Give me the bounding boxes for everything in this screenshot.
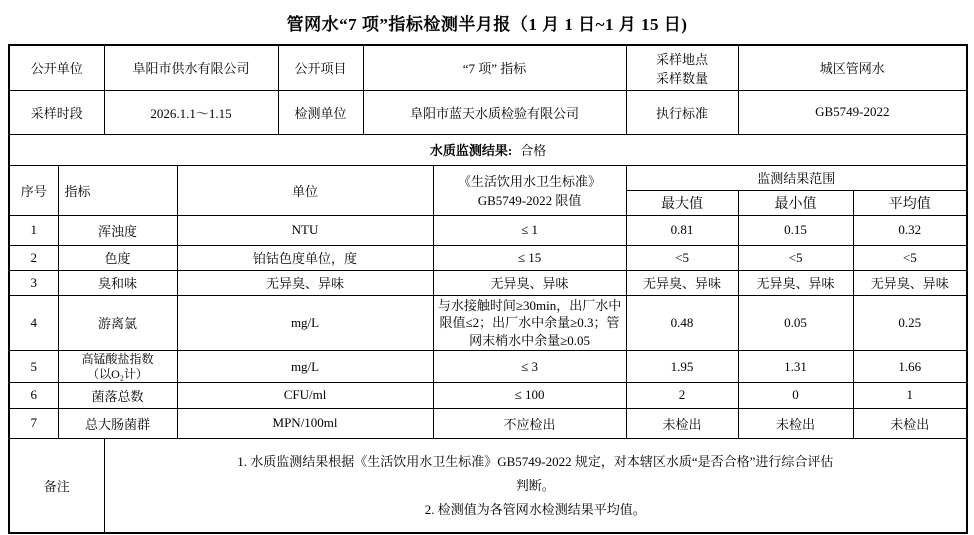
row-max: 0.81 xyxy=(626,215,738,245)
row-limit: 与水接触时间≥30min，出厂水中限值≤2；出厂水中余量≥0.3；管网末梢水中余量≥0.05 xyxy=(433,295,626,351)
row-avg: 未检出 xyxy=(853,408,967,438)
standard-label: 执行标准 xyxy=(626,90,738,134)
remark-line-1: 1. 水质监测结果根据《生活饮用水卫生标准》GB5749-2022 规定，对本辖区水质“是否合格”进行综合评估 xyxy=(237,453,834,469)
sample-period-value: 2026.1.1～1.15 xyxy=(104,90,278,134)
row-min: 0.05 xyxy=(738,295,853,351)
row-avg: 1 xyxy=(853,382,967,408)
report-table xyxy=(8,44,968,534)
row-unit: mg/L xyxy=(177,295,433,351)
row-indicator xyxy=(58,351,177,383)
info-row-2 xyxy=(9,90,967,134)
table-header-row-1 xyxy=(9,165,967,190)
row-indicator-line1: 高锰酸盐指数 xyxy=(81,352,154,367)
info-row-1 xyxy=(9,45,967,90)
row-no: 2 xyxy=(9,245,58,270)
result-label: 水质监测结果: xyxy=(429,143,513,158)
row-avg: <5 xyxy=(853,245,967,270)
row-avg: 无异臭、异味 xyxy=(853,270,967,295)
table-row xyxy=(9,215,967,245)
sample-site-label-line1: 采样地点 xyxy=(656,51,709,67)
row-limit: 无异臭、异味 xyxy=(433,270,626,295)
test-unit-label: 检测单位 xyxy=(278,90,363,134)
col-header-no: 序号 xyxy=(9,165,58,215)
sample-period-label: 采样时段 xyxy=(9,90,104,134)
row-min: 0 xyxy=(738,382,853,408)
row-limit: ≤ 15 xyxy=(433,245,626,270)
col-header-unit: 单位 xyxy=(177,165,433,215)
row-max: 2 xyxy=(626,382,738,408)
table-row xyxy=(9,408,967,438)
table-row xyxy=(9,270,967,295)
row-limit: ≤ 3 xyxy=(433,351,626,383)
col-header-limit-line1: 《生活饮用水卫生标准》 xyxy=(458,174,602,189)
row-max: 1.95 xyxy=(626,351,738,383)
col-header-range: 监测结果范围 xyxy=(626,165,967,190)
result-value: 合格 xyxy=(520,143,547,158)
row-indicator: 菌落总数 xyxy=(58,382,177,408)
row-avg: 0.25 xyxy=(853,295,967,351)
row-no: 6 xyxy=(9,382,58,408)
col-header-limit-line2: GB5749-2022 限值 xyxy=(477,193,582,208)
row-unit: mg/L xyxy=(177,351,433,383)
row-unit: 无异臭、异味 xyxy=(177,270,433,295)
sample-site-label xyxy=(626,45,738,90)
row-limit: 不应检出 xyxy=(433,408,626,438)
row-no: 3 xyxy=(9,270,58,295)
table-row xyxy=(9,351,967,383)
publish-item-value: “7 项” 指标 xyxy=(363,45,626,90)
row-min: <5 xyxy=(738,245,853,270)
row-limit: ≤ 1 xyxy=(433,215,626,245)
row-indicator-line2: （以O₂计） xyxy=(87,366,148,381)
test-unit-value: 阜阳市蓝天水质检验有限公司 xyxy=(363,90,626,134)
page-title: 管网水“7 项”指标检测半月报（1 月 1 日~1 月 15 日) xyxy=(286,14,688,34)
table-row xyxy=(9,295,967,351)
row-unit: MPN/100ml xyxy=(177,408,433,438)
row-min: 0.15 xyxy=(738,215,853,245)
row-no: 7 xyxy=(9,408,58,438)
row-indicator: 浑浊度 xyxy=(58,215,177,245)
col-header-limit xyxy=(433,165,626,215)
row-no: 5 xyxy=(9,351,58,383)
row-min: 未检出 xyxy=(738,408,853,438)
publish-unit-label: 公开单位 xyxy=(9,45,104,90)
remark-label: 备注 xyxy=(9,438,104,533)
row-max: 未检出 xyxy=(626,408,738,438)
row-indicator: 色度 xyxy=(58,245,177,270)
result-row xyxy=(9,134,967,165)
remark-line-3: 2. 检测值为各管网水检测结果平均值。 xyxy=(424,501,646,517)
row-max: 无异臭、异味 xyxy=(626,270,738,295)
row-limit: ≤ 100 xyxy=(433,382,626,408)
table-row xyxy=(9,382,967,408)
row-no: 1 xyxy=(9,215,58,245)
water-quality-result xyxy=(9,134,967,165)
row-indicator: 臭和味 xyxy=(58,270,177,295)
row-indicator: 总大肠菌群 xyxy=(58,408,177,438)
row-no: 4 xyxy=(9,295,58,351)
sample-site-label-line2: 采样数量 xyxy=(656,70,709,86)
standard-value: GB5749-2022 xyxy=(738,90,967,134)
row-min: 无异臭、异味 xyxy=(738,270,853,295)
publish-unit-value: 阜阳市供水有限公司 xyxy=(104,45,278,90)
remark-row xyxy=(9,438,967,533)
remark-content xyxy=(104,438,967,533)
sample-site-value: 城区管网水 xyxy=(738,45,967,90)
row-avg: 1.66 xyxy=(853,351,967,383)
row-max: 0.48 xyxy=(626,295,738,351)
col-header-avg: 平均值 xyxy=(853,190,967,215)
col-header-indicator: 指标 xyxy=(58,165,177,215)
row-unit: 铂钴色度单位，度 xyxy=(177,245,433,270)
row-avg: 0.32 xyxy=(853,215,967,245)
row-max: <5 xyxy=(626,245,738,270)
row-min: 1.31 xyxy=(738,351,853,383)
row-unit: NTU xyxy=(177,215,433,245)
row-unit: CFU/ml xyxy=(177,382,433,408)
remark-line-2: 判断。 xyxy=(515,477,555,493)
row-indicator: 游离氯 xyxy=(58,295,177,351)
publish-item-label: 公开项目 xyxy=(278,45,363,90)
col-header-max: 最大值 xyxy=(626,190,738,215)
table-row xyxy=(9,245,967,270)
col-header-min: 最小值 xyxy=(738,190,853,215)
